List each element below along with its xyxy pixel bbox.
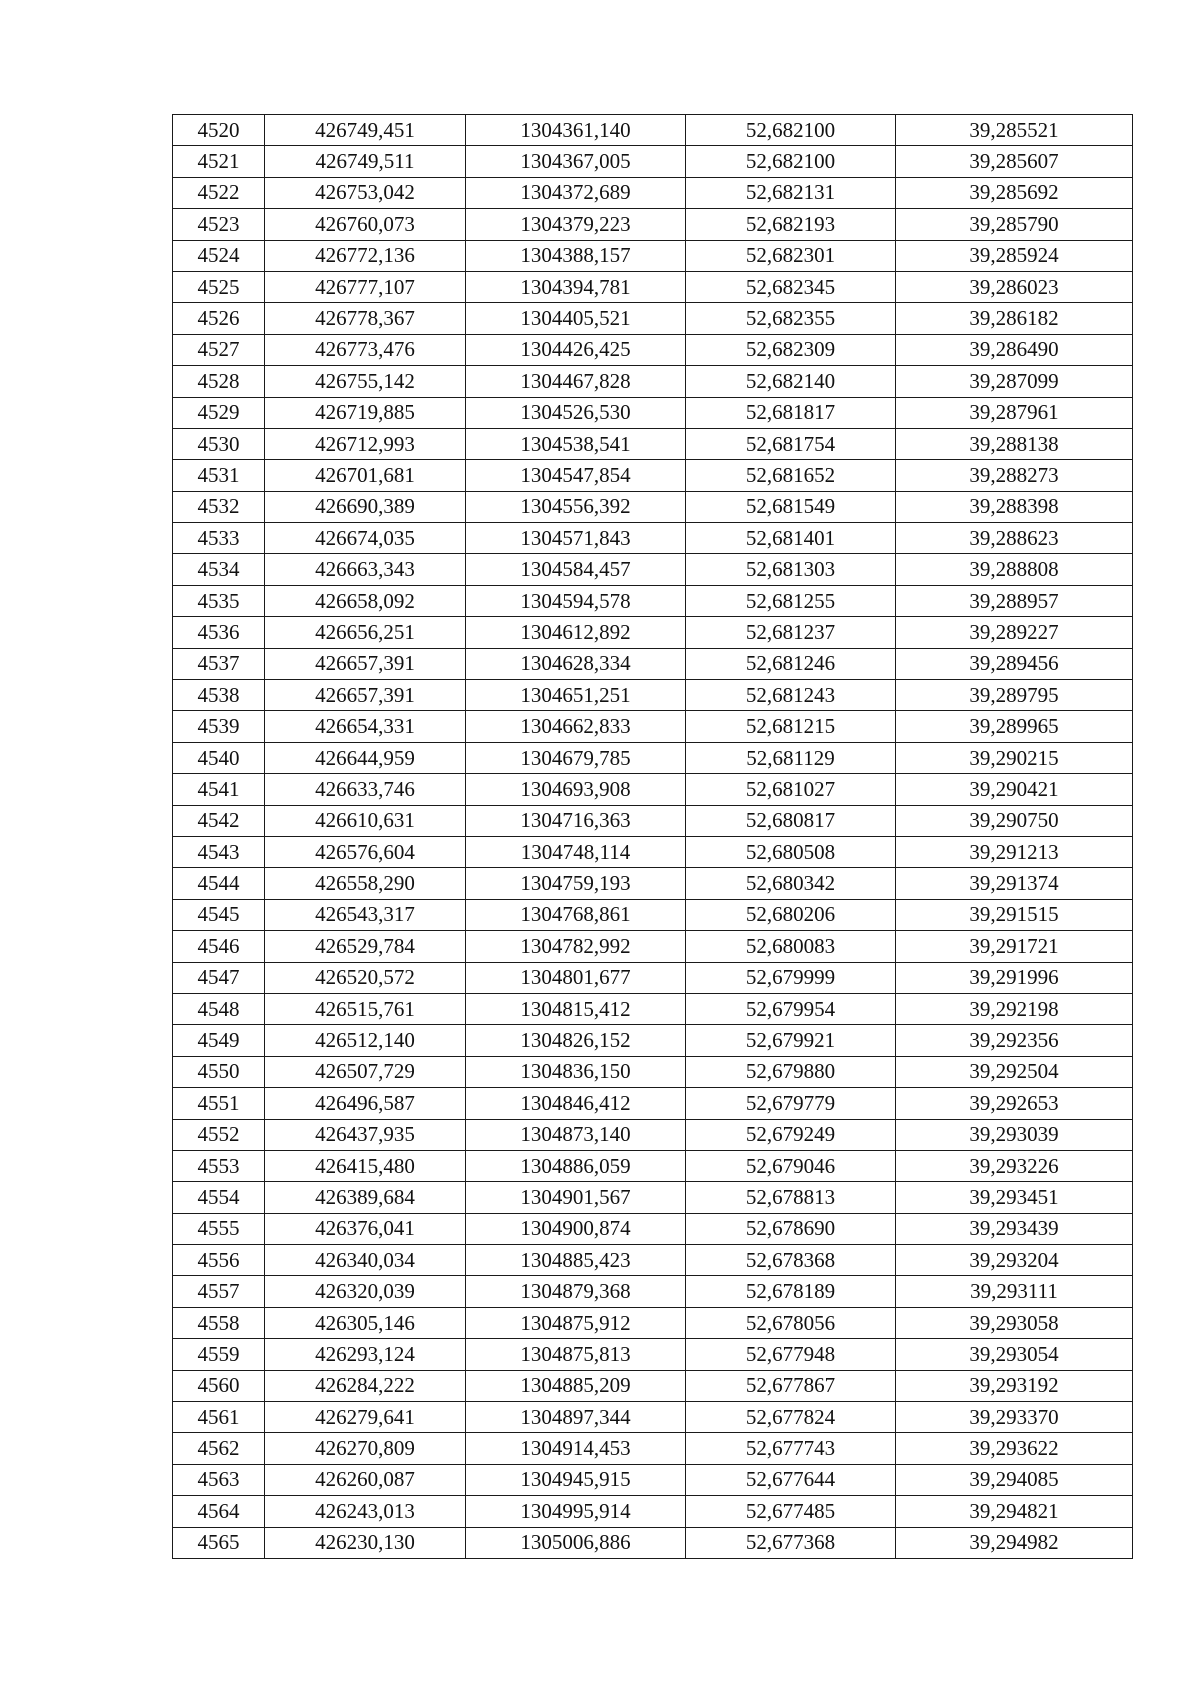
x-coordinate-cell: 426496,587: [265, 1088, 466, 1119]
latitude-cell: 52,679779: [686, 1088, 896, 1119]
x-coordinate-cell: 426558,290: [265, 868, 466, 899]
y-coordinate-cell: 1304379,223: [466, 209, 686, 240]
table-row: [173, 1307, 1133, 1338]
latitude-cell: 52,679921: [686, 1025, 896, 1056]
point-number-cell: 4528: [173, 366, 265, 397]
table-row: [173, 868, 1133, 899]
y-coordinate-cell: 1304901,567: [466, 1182, 686, 1213]
longitude-cell: 39,291374: [896, 868, 1133, 899]
x-coordinate-cell: 426279,641: [265, 1402, 466, 1433]
table-row: [173, 1088, 1133, 1119]
table-row: [173, 899, 1133, 930]
point-number-cell: 4556: [173, 1245, 265, 1276]
y-coordinate-cell: 1304467,828: [466, 366, 686, 397]
longitude-cell: 39,285692: [896, 177, 1133, 208]
y-coordinate-cell: 1304900,874: [466, 1213, 686, 1244]
table-row: [173, 271, 1133, 302]
table-row: [173, 334, 1133, 365]
latitude-cell: 52,679046: [686, 1150, 896, 1181]
latitude-cell: 52,678813: [686, 1182, 896, 1213]
longitude-cell: 39,291996: [896, 962, 1133, 993]
y-coordinate-cell: 1304651,251: [466, 680, 686, 711]
latitude-cell: 52,680817: [686, 805, 896, 836]
x-coordinate-cell: 426437,935: [265, 1119, 466, 1150]
latitude-cell: 52,682193: [686, 209, 896, 240]
latitude-cell: 52,677644: [686, 1464, 896, 1495]
latitude-cell: 52,681754: [686, 428, 896, 459]
y-coordinate-cell: 1304826,152: [466, 1025, 686, 1056]
y-coordinate-cell: 1304875,813: [466, 1339, 686, 1370]
longitude-cell: 39,293439: [896, 1213, 1133, 1244]
y-coordinate-cell: 1304945,915: [466, 1464, 686, 1495]
y-coordinate-cell: 1304547,854: [466, 460, 686, 491]
longitude-cell: 39,288623: [896, 523, 1133, 554]
table-row: [173, 115, 1133, 146]
latitude-cell: 52,682355: [686, 303, 896, 334]
table-row: [173, 774, 1133, 805]
longitude-cell: 39,285790: [896, 209, 1133, 240]
x-coordinate-cell: 426644,959: [265, 742, 466, 773]
y-coordinate-cell: 1304426,425: [466, 334, 686, 365]
table-row: [173, 1496, 1133, 1527]
longitude-cell: 39,291515: [896, 899, 1133, 930]
table-row: [173, 1433, 1133, 1464]
table-row: [173, 680, 1133, 711]
point-number-cell: 4562: [173, 1433, 265, 1464]
x-coordinate-cell: 426658,092: [265, 585, 466, 616]
x-coordinate-cell: 426753,042: [265, 177, 466, 208]
x-coordinate-cell: 426777,107: [265, 271, 466, 302]
longitude-cell: 39,294085: [896, 1464, 1133, 1495]
point-number-cell: 4535: [173, 585, 265, 616]
longitude-cell: 39,286023: [896, 271, 1133, 302]
x-coordinate-cell: 426773,476: [265, 334, 466, 365]
x-coordinate-cell: 426389,684: [265, 1182, 466, 1213]
point-number-cell: 4522: [173, 177, 265, 208]
point-number-cell: 4552: [173, 1119, 265, 1150]
y-coordinate-cell: 1304782,992: [466, 931, 686, 962]
table-row: [173, 742, 1133, 773]
point-number-cell: 4538: [173, 680, 265, 711]
latitude-cell: 52,680083: [686, 931, 896, 962]
point-number-cell: 4543: [173, 836, 265, 867]
y-coordinate-cell: 1304405,521: [466, 303, 686, 334]
point-number-cell: 4524: [173, 240, 265, 271]
latitude-cell: 52,682301: [686, 240, 896, 271]
y-coordinate-cell: 1304571,843: [466, 523, 686, 554]
y-coordinate-cell: 1304526,530: [466, 397, 686, 428]
table-row: [173, 177, 1133, 208]
table-row: [173, 1119, 1133, 1150]
latitude-cell: 52,679880: [686, 1056, 896, 1087]
point-number-cell: 4527: [173, 334, 265, 365]
x-coordinate-cell: 426701,681: [265, 460, 466, 491]
table-row: [173, 1464, 1133, 1495]
y-coordinate-cell: 1304748,114: [466, 836, 686, 867]
point-number-cell: 4555: [173, 1213, 265, 1244]
point-number-cell: 4532: [173, 491, 265, 522]
longitude-cell: 39,293451: [896, 1182, 1133, 1213]
y-coordinate-cell: 1304394,781: [466, 271, 686, 302]
longitude-cell: 39,293111: [896, 1276, 1133, 1307]
longitude-cell: 39,289965: [896, 711, 1133, 742]
table-row: [173, 1402, 1133, 1433]
y-coordinate-cell: 1304759,193: [466, 868, 686, 899]
latitude-cell: 52,678368: [686, 1245, 896, 1276]
longitude-cell: 39,290750: [896, 805, 1133, 836]
point-number-cell: 4560: [173, 1370, 265, 1401]
y-coordinate-cell: 1304885,423: [466, 1245, 686, 1276]
latitude-cell: 52,682309: [686, 334, 896, 365]
x-coordinate-cell: 426415,480: [265, 1150, 466, 1181]
longitude-cell: 39,292356: [896, 1025, 1133, 1056]
point-number-cell: 4548: [173, 993, 265, 1024]
x-coordinate-cell: 426778,367: [265, 303, 466, 334]
y-coordinate-cell: 1304914,453: [466, 1433, 686, 1464]
x-coordinate-cell: 426657,391: [265, 680, 466, 711]
longitude-cell: 39,293370: [896, 1402, 1133, 1433]
y-coordinate-cell: 1304679,785: [466, 742, 686, 773]
latitude-cell: 52,681215: [686, 711, 896, 742]
point-number-cell: 4550: [173, 1056, 265, 1087]
x-coordinate-cell: 426260,087: [265, 1464, 466, 1495]
x-coordinate-cell: 426512,140: [265, 1025, 466, 1056]
latitude-cell: 52,679954: [686, 993, 896, 1024]
point-number-cell: 4544: [173, 868, 265, 899]
longitude-cell: 39,293204: [896, 1245, 1133, 1276]
x-coordinate-cell: 426657,391: [265, 648, 466, 679]
table-row: [173, 1056, 1133, 1087]
table-row: [173, 554, 1133, 585]
table-row: [173, 1150, 1133, 1181]
latitude-cell: 52,681549: [686, 491, 896, 522]
point-number-cell: 4536: [173, 617, 265, 648]
table-row: [173, 993, 1133, 1024]
x-coordinate-cell: 426749,511: [265, 146, 466, 177]
point-number-cell: 4525: [173, 271, 265, 302]
y-coordinate-cell: 1304873,140: [466, 1119, 686, 1150]
x-coordinate-cell: 426576,604: [265, 836, 466, 867]
longitude-cell: 39,293039: [896, 1119, 1133, 1150]
point-number-cell: 4545: [173, 899, 265, 930]
longitude-cell: 39,290421: [896, 774, 1133, 805]
latitude-cell: 52,678056: [686, 1307, 896, 1338]
point-number-cell: 4539: [173, 711, 265, 742]
longitude-cell: 39,293058: [896, 1307, 1133, 1338]
x-coordinate-cell: 426654,331: [265, 711, 466, 742]
table-row: [173, 836, 1133, 867]
latitude-cell: 52,681129: [686, 742, 896, 773]
table-row: [173, 805, 1133, 836]
latitude-cell: 52,680206: [686, 899, 896, 930]
x-coordinate-cell: 426712,993: [265, 428, 466, 459]
table-row: [173, 1245, 1133, 1276]
x-coordinate-cell: 426749,451: [265, 115, 466, 146]
longitude-cell: 39,285924: [896, 240, 1133, 271]
table-row: [173, 1025, 1133, 1056]
longitude-cell: 39,292653: [896, 1088, 1133, 1119]
table-row: [173, 1527, 1133, 1558]
y-coordinate-cell: 1304388,157: [466, 240, 686, 271]
latitude-cell: 52,681243: [686, 680, 896, 711]
point-number-cell: 4531: [173, 460, 265, 491]
latitude-cell: 52,679999: [686, 962, 896, 993]
x-coordinate-cell: 426755,142: [265, 366, 466, 397]
longitude-cell: 39,290215: [896, 742, 1133, 773]
y-coordinate-cell: 1304584,457: [466, 554, 686, 585]
x-coordinate-cell: 426340,034: [265, 1245, 466, 1276]
x-coordinate-cell: 426610,631: [265, 805, 466, 836]
x-coordinate-cell: 426633,746: [265, 774, 466, 805]
table-row: [173, 1276, 1133, 1307]
point-number-cell: 4551: [173, 1088, 265, 1119]
y-coordinate-cell: 1304662,833: [466, 711, 686, 742]
latitude-cell: 52,681255: [686, 585, 896, 616]
y-coordinate-cell: 1304885,209: [466, 1370, 686, 1401]
longitude-cell: 39,293226: [896, 1150, 1133, 1181]
table-row: [173, 491, 1133, 522]
x-coordinate-cell: 426674,035: [265, 523, 466, 554]
latitude-cell: 52,682131: [686, 177, 896, 208]
table-row: [173, 209, 1133, 240]
x-coordinate-cell: 426320,039: [265, 1276, 466, 1307]
point-number-cell: 4520: [173, 115, 265, 146]
longitude-cell: 39,292504: [896, 1056, 1133, 1087]
latitude-cell: 52,682345: [686, 271, 896, 302]
latitude-cell: 52,678189: [686, 1276, 896, 1307]
table-row: [173, 523, 1133, 554]
point-number-cell: 4558: [173, 1307, 265, 1338]
y-coordinate-cell: 1304875,912: [466, 1307, 686, 1338]
x-coordinate-cell: 426284,222: [265, 1370, 466, 1401]
longitude-cell: 39,286490: [896, 334, 1133, 365]
x-coordinate-cell: 426772,136: [265, 240, 466, 271]
table-row: [173, 146, 1133, 177]
point-number-cell: 4553: [173, 1150, 265, 1181]
latitude-cell: 52,681246: [686, 648, 896, 679]
latitude-cell: 52,680342: [686, 868, 896, 899]
point-number-cell: 4564: [173, 1496, 265, 1527]
y-coordinate-cell: 1304628,334: [466, 648, 686, 679]
longitude-cell: 39,293622: [896, 1433, 1133, 1464]
longitude-cell: 39,288808: [896, 554, 1133, 585]
table-row: [173, 303, 1133, 334]
y-coordinate-cell: 1304361,140: [466, 115, 686, 146]
latitude-cell: 52,681303: [686, 554, 896, 585]
point-number-cell: 4563: [173, 1464, 265, 1495]
latitude-cell: 52,677948: [686, 1339, 896, 1370]
x-coordinate-cell: 426376,041: [265, 1213, 466, 1244]
latitude-cell: 52,681027: [686, 774, 896, 805]
x-coordinate-cell: 426507,729: [265, 1056, 466, 1087]
latitude-cell: 52,682100: [686, 146, 896, 177]
point-number-cell: 4565: [173, 1527, 265, 1558]
point-number-cell: 4529: [173, 397, 265, 428]
x-coordinate-cell: 426529,784: [265, 931, 466, 962]
longitude-cell: 39,288273: [896, 460, 1133, 491]
longitude-cell: 39,294821: [896, 1496, 1133, 1527]
longitude-cell: 39,288957: [896, 585, 1133, 616]
point-number-cell: 4546: [173, 931, 265, 962]
y-coordinate-cell: 1304768,861: [466, 899, 686, 930]
table-row: [173, 366, 1133, 397]
point-number-cell: 4540: [173, 742, 265, 773]
point-number-cell: 4537: [173, 648, 265, 679]
x-coordinate-cell: 426656,251: [265, 617, 466, 648]
latitude-cell: 52,677743: [686, 1433, 896, 1464]
coordinates-table-body: [173, 115, 1133, 1559]
point-number-cell: 4561: [173, 1402, 265, 1433]
table-row: [173, 428, 1133, 459]
point-number-cell: 4534: [173, 554, 265, 585]
point-number-cell: 4533: [173, 523, 265, 554]
latitude-cell: 52,677368: [686, 1527, 896, 1558]
longitude-cell: 39,288138: [896, 428, 1133, 459]
table-row: [173, 648, 1133, 679]
point-number-cell: 4542: [173, 805, 265, 836]
x-coordinate-cell: 426293,124: [265, 1339, 466, 1370]
x-coordinate-cell: 426305,146: [265, 1307, 466, 1338]
y-coordinate-cell: 1304886,059: [466, 1150, 686, 1181]
y-coordinate-cell: 1304995,914: [466, 1496, 686, 1527]
y-coordinate-cell: 1305006,886: [466, 1527, 686, 1558]
x-coordinate-cell: 426515,761: [265, 993, 466, 1024]
longitude-cell: 39,292198: [896, 993, 1133, 1024]
longitude-cell: 39,285521: [896, 115, 1133, 146]
table-row: [173, 1370, 1133, 1401]
longitude-cell: 39,293054: [896, 1339, 1133, 1370]
table-row: [173, 1339, 1133, 1370]
y-coordinate-cell: 1304836,150: [466, 1056, 686, 1087]
table-row: [173, 962, 1133, 993]
table-row: [173, 711, 1133, 742]
table-row: [173, 585, 1133, 616]
y-coordinate-cell: 1304693,908: [466, 774, 686, 805]
coordinates-table: [172, 114, 1133, 1559]
latitude-cell: 52,678690: [686, 1213, 896, 1244]
point-number-cell: 4521: [173, 146, 265, 177]
table-row: [173, 1213, 1133, 1244]
x-coordinate-cell: 426690,389: [265, 491, 466, 522]
latitude-cell: 52,679249: [686, 1119, 896, 1150]
y-coordinate-cell: 1304538,541: [466, 428, 686, 459]
latitude-cell: 52,682140: [686, 366, 896, 397]
latitude-cell: 52,677867: [686, 1370, 896, 1401]
x-coordinate-cell: 426543,317: [265, 899, 466, 930]
latitude-cell: 52,681652: [686, 460, 896, 491]
longitude-cell: 39,289456: [896, 648, 1133, 679]
table-row: [173, 1182, 1133, 1213]
latitude-cell: 52,680508: [686, 836, 896, 867]
latitude-cell: 52,681401: [686, 523, 896, 554]
latitude-cell: 52,682100: [686, 115, 896, 146]
table-row: [173, 240, 1133, 271]
longitude-cell: 39,286182: [896, 303, 1133, 334]
longitude-cell: 39,291721: [896, 931, 1133, 962]
y-coordinate-cell: 1304367,005: [466, 146, 686, 177]
longitude-cell: 39,287099: [896, 366, 1133, 397]
table-row: [173, 397, 1133, 428]
table-row: [173, 617, 1133, 648]
x-coordinate-cell: 426760,073: [265, 209, 466, 240]
point-number-cell: 4549: [173, 1025, 265, 1056]
latitude-cell: 52,677824: [686, 1402, 896, 1433]
table-row: [173, 931, 1133, 962]
y-coordinate-cell: 1304612,892: [466, 617, 686, 648]
y-coordinate-cell: 1304556,392: [466, 491, 686, 522]
longitude-cell: 39,285607: [896, 146, 1133, 177]
latitude-cell: 52,681237: [686, 617, 896, 648]
latitude-cell: 52,677485: [686, 1496, 896, 1527]
x-coordinate-cell: 426230,130: [265, 1527, 466, 1558]
longitude-cell: 39,288398: [896, 491, 1133, 522]
point-number-cell: 4530: [173, 428, 265, 459]
longitude-cell: 39,289795: [896, 680, 1133, 711]
y-coordinate-cell: 1304879,368: [466, 1276, 686, 1307]
point-number-cell: 4526: [173, 303, 265, 334]
latitude-cell: 52,681817: [686, 397, 896, 428]
y-coordinate-cell: 1304846,412: [466, 1088, 686, 1119]
longitude-cell: 39,294982: [896, 1527, 1133, 1558]
x-coordinate-cell: 426520,572: [265, 962, 466, 993]
y-coordinate-cell: 1304372,689: [466, 177, 686, 208]
x-coordinate-cell: 426663,343: [265, 554, 466, 585]
table-row: [173, 460, 1133, 491]
y-coordinate-cell: 1304801,677: [466, 962, 686, 993]
longitude-cell: 39,287961: [896, 397, 1133, 428]
y-coordinate-cell: 1304594,578: [466, 585, 686, 616]
y-coordinate-cell: 1304897,344: [466, 1402, 686, 1433]
longitude-cell: 39,293192: [896, 1370, 1133, 1401]
point-number-cell: 4523: [173, 209, 265, 240]
x-coordinate-cell: 426243,013: [265, 1496, 466, 1527]
point-number-cell: 4557: [173, 1276, 265, 1307]
y-coordinate-cell: 1304716,363: [466, 805, 686, 836]
y-coordinate-cell: 1304815,412: [466, 993, 686, 1024]
longitude-cell: 39,291213: [896, 836, 1133, 867]
point-number-cell: 4559: [173, 1339, 265, 1370]
longitude-cell: 39,289227: [896, 617, 1133, 648]
point-number-cell: 4541: [173, 774, 265, 805]
point-number-cell: 4554: [173, 1182, 265, 1213]
point-number-cell: 4547: [173, 962, 265, 993]
x-coordinate-cell: 426719,885: [265, 397, 466, 428]
x-coordinate-cell: 426270,809: [265, 1433, 466, 1464]
